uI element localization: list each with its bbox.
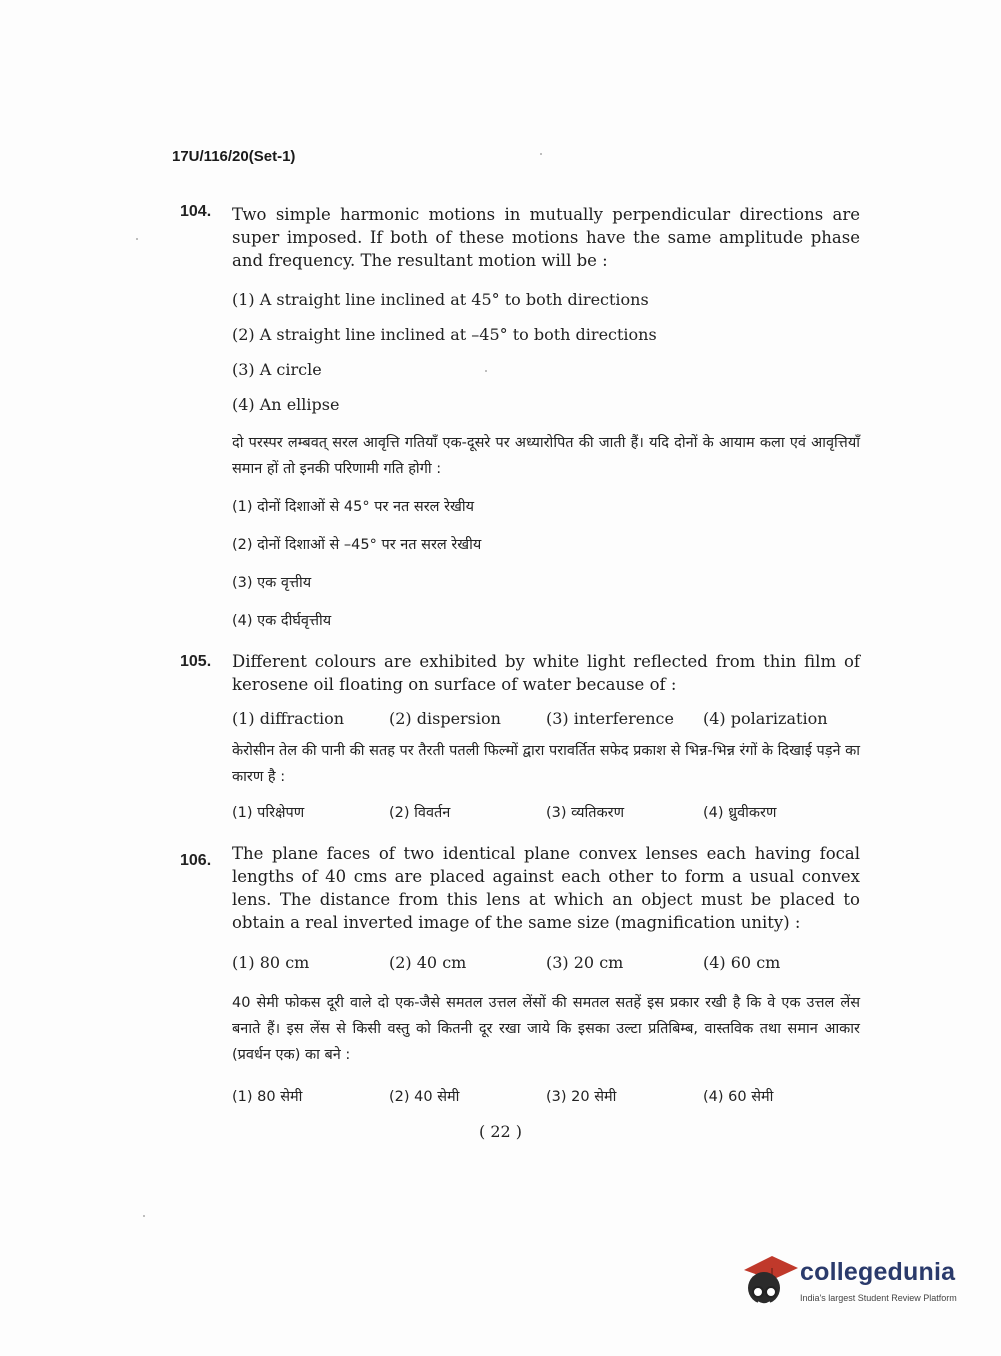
options-hi [232, 798, 860, 828]
option-3: (3) interference [546, 709, 674, 728]
options-en [232, 282, 860, 422]
option-4-hi: (4) एक दीर्घवृत्तीय [232, 613, 332, 629]
brand-tagline: India's largest Student Review Platform [800, 1293, 957, 1303]
option-3-hi: (3) 20 सेमी [546, 1089, 617, 1105]
option-2: (2) dispersion [389, 709, 501, 728]
question-text-en: Two simple harmonic motions in mutually perpendicular directions are super imposed. If both of these motions have the same amplitude phase and frequency. The resultant motion will be : [232, 205, 860, 270]
option-4: (4) An ellipse [232, 395, 340, 414]
options-en [232, 948, 860, 978]
option-4-hi: (4) 60 सेमी [703, 1089, 774, 1105]
option-1-hi: (1) दोनों दिशाओं से 45° पर नत सरल रेखीय [232, 499, 475, 515]
question-text-en: Different colours are exhibited by white light reflected from thin film of kerosene oil floating on surface of water because of : [232, 652, 860, 694]
options-hi [232, 488, 860, 640]
question-104 [180, 203, 860, 640]
options-en [232, 704, 860, 734]
option-3-hi: (3) एक वृत्तीय [232, 575, 312, 591]
option-2-hi: (2) दोनों दिशाओं से –45° पर नत सरल रेखीय [232, 537, 482, 553]
scan-speck [540, 153, 542, 155]
option-1: (1) 80 cm [232, 953, 310, 972]
option-2: (2) A straight line inclined at –45° to both directions [232, 325, 657, 344]
option-3: (3) 20 cm [546, 953, 624, 972]
question-106 [180, 842, 860, 1112]
option-1-hi: (1) परिक्षेपण [232, 805, 305, 821]
option-1: (1) A straight line inclined at 45° to both directions [232, 290, 649, 309]
question-number: 104. [180, 203, 212, 220]
option-4: (4) 60 cm [703, 953, 781, 972]
paper-code: 17U/116/20(Set-1) [172, 148, 296, 165]
options-hi [232, 1082, 860, 1112]
scan-speck [136, 238, 138, 240]
collegedunia-watermark [742, 1248, 972, 1314]
page-number: ( 22 ) [478, 1122, 522, 1141]
mascot-logo-icon [742, 1248, 798, 1314]
option-4: (4) polarization [703, 709, 828, 728]
question-text-hi: 40 सेमी फोकस दूरी वाले दो एक-जैसे समतल उत्तल लेंसों की समतल सतहें इस प्रकार रखी है कि वे एक उत्तल लेंस बनाते हैं। इस लेंस से किसी वस्तु को कितनी दूर रखा जाये कि इसका उल्टा प्रतिबिम्ब, वास्तविक तथा समान आकार (प्रवर्धन एक) का बने : [232, 995, 860, 1063]
scan-speck [485, 370, 487, 372]
option-1-hi: (1) 80 सेमी [232, 1089, 303, 1105]
question-number: 106. [180, 852, 212, 869]
brand-name: collegedunia [800, 1258, 956, 1286]
option-2-hi: (2) विवर्तन [389, 805, 451, 821]
option-2-hi: (2) 40 सेमी [389, 1089, 460, 1105]
option-2: (2) 40 cm [389, 953, 467, 972]
option-3-hi: (3) व्यतिकरण [546, 805, 625, 821]
question-105 [180, 650, 860, 828]
scan-speck [143, 1215, 145, 1217]
question-text-en: The plane faces of two identical plane convex lenses each having focal lengths of 40 cms are placed against each other to form a usual convex lens. The distance from this lens at which an object must be placed to obtain a real inverted image of the same size (magnification unity) : [232, 844, 860, 932]
question-text-hi: केरोसीन तेल की पानी की सतह पर तैरती पतली फिल्मों द्वारा परावर्तित सफेद प्रकाश से भिन्न-भिन्न रंगों के दिखाई पड़ने का कारण है : [232, 743, 860, 785]
option-4-hi: (4) ध्रुवीकरण [703, 805, 777, 821]
option-3: (3) A circle [232, 360, 322, 379]
option-1: (1) diffraction [232, 709, 345, 728]
question-number: 105. [180, 653, 212, 670]
question-text-hi: दो परस्पर लम्बवत् सरल आवृत्ति गतियाँ एक-दूसरे पर अध्यारोपित की जाती हैं। यदि दोनों के आयाम कला एवं आवृत्तियाँ समान हों तो इनकी परिणामी गति होगी : [232, 435, 860, 477]
